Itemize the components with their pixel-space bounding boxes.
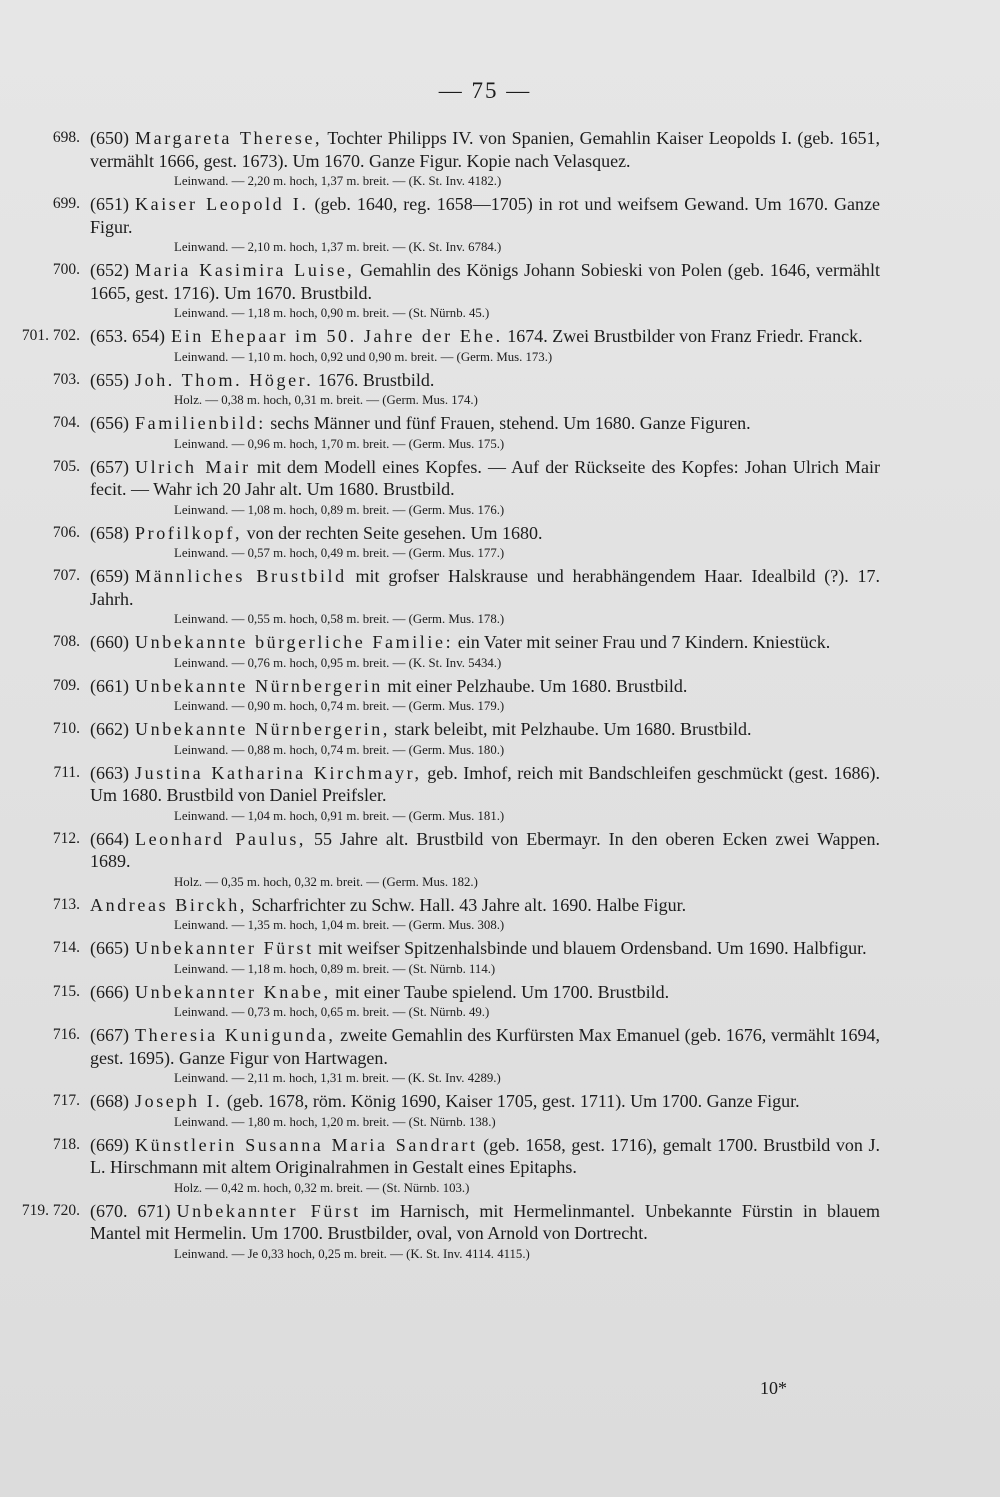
entry-reference: (664) (90, 828, 129, 849)
entry-number: 698. (52, 129, 80, 146)
entry-medium-dimensions: Leinwand. — 0,96 m. hoch, 1,70 m. breit. — (Germ. Mus. 175.) (174, 436, 505, 451)
catalogue-entry (0, 828, 880, 891)
entry-text (90, 325, 880, 348)
entry-description: Gemahlin des Königs Johann Sobieski von Polen (geb. 1646, vermählt 1665, gest. 1716). Um 1670. Brustbild. (90, 260, 880, 303)
entry-title: Theresia Kunigunda, (135, 1025, 336, 1045)
entry-medium-dimensions: Leinwand. — 1,08 m. hoch, 0,89 m. breit. — (Germ. Mus. 176.) (174, 502, 505, 517)
entry-medium-dimensions: Leinwand. — 0,76 m. hoch, 0,95 m. breit. — (K. St. Inv. 5434.) (174, 655, 502, 670)
entry-title: Andreas Birckh, (90, 894, 247, 915)
catalogue-entry (0, 193, 880, 256)
entry-number: 715. (52, 982, 80, 1000)
entry-description: Tochter Philipps IV. von Spanien, Gemahlin Kaiser Leopolds I. (geb. 1651, vermählt 1666, gest. 1673). Um 1670. Ganze Figur. Kopie nach Velasquez. (90, 128, 880, 171)
entry-title: Joseph I. (135, 1091, 223, 1111)
catalogue-entry (0, 1090, 880, 1131)
entry-text (90, 718, 880, 741)
entry-reference: (656) (90, 413, 129, 433)
entry-title: Ein Ehepaar im 50. Jahre der Ehe. (171, 326, 503, 346)
entry-number: 710. (52, 720, 80, 737)
entry-text (90, 456, 880, 501)
entry-medium-dimensions: Leinwand. — 1,18 m. hoch, 0,90 m. breit. — (St. Nürnb. 45.) (174, 306, 490, 320)
entry-reference: (661) (90, 675, 129, 696)
catalogue-entry (0, 456, 880, 519)
entry-text (90, 522, 880, 545)
entry-title: Profilkopf, (135, 522, 243, 543)
catalogue-entry (0, 631, 880, 672)
catalogue-entry (0, 762, 880, 825)
entry-number: 703. (52, 370, 80, 388)
entry-number: 706. (52, 523, 80, 541)
entry-medium-dimensions: Leinwand. — 0,57 m. hoch, 0,49 m. breit. — (Germ. Mus. 177.) (174, 546, 505, 560)
entry-description: 1674. Zwei Brustbilder von Franz Friedr. Franck. (507, 326, 863, 346)
entry-text (90, 1090, 880, 1113)
catalogue-entry (0, 565, 880, 628)
catalogue-entry (0, 894, 880, 935)
entry-medium-dimensions: Leinwand. — 2,20 m. hoch, 1,37 m. breit. — (K. St. Inv. 4182.) (174, 174, 502, 188)
catalogue-entry (0, 981, 880, 1022)
entry-medium-dimensions: Leinwand. — 0,55 m. hoch, 0,58 m. breit. — (Germ. Mus. 178.) (174, 612, 505, 626)
entry-title: Leonhard Paulus, (135, 828, 307, 849)
catalogue-entry (0, 937, 880, 978)
entry-number: 711. (53, 763, 80, 781)
entry-title: Unbekannter Knabe, (135, 981, 331, 1002)
entry-title: Maria Kasimira Luise, (135, 260, 355, 280)
entry-title: Justina Katharina Kirchmayr, (135, 762, 422, 783)
entry-reference: (663) (90, 762, 129, 783)
entry-reference: (659) (90, 566, 129, 586)
entry-text (90, 1200, 880, 1245)
catalogue-entry (0, 522, 880, 563)
entry-text (90, 369, 880, 392)
entry-number: 701. 702. (21, 327, 80, 344)
catalogue-entry (0, 675, 880, 716)
entry-text (90, 981, 880, 1004)
entry-reference: (660) (90, 632, 129, 652)
entry-title: Unbekannte Nürnbergerin, (135, 719, 391, 739)
entry-reference: (653. 654) (90, 326, 165, 346)
entry-medium-dimensions: Holz. — 0,38 m. hoch, 0,31 m. breit. — (Germ. Mus. 174.) (174, 393, 478, 407)
entry-reference: (668) (90, 1091, 129, 1111)
entry-medium-dimensions: Leinwand. — 1,80 m. hoch, 1,20 m. breit. — (St. Nürnb. 138.) (174, 1114, 496, 1129)
entry-text (90, 828, 880, 873)
entry-description: zweite Gemahlin des Kurfürsten Max Emanuel (geb. 1676, vermählt 1694, gest. 1695). Ganze Figur von Hartwagen. (90, 1025, 880, 1068)
entry-medium-dimensions: Leinwand. — 1,18 m. hoch, 0,89 m. breit. — (St. Nürnb. 114.) (174, 961, 496, 976)
entry-description: mit weifser Spitzenhalsbinde und blauem Ordensband. Um 1690. Halbfigur. (318, 938, 867, 958)
entry-text (90, 1024, 880, 1069)
entry-medium-dimensions: Leinwand. — 0,73 m. hoch, 0,65 m. breit. — (St. Nürnb. 49.) (174, 1005, 490, 1019)
entry-description: 1676. Brustbild. (317, 369, 435, 390)
entry-title: Unbekannte Nürnbergerin (135, 675, 383, 696)
entry-reference: (662) (90, 719, 129, 739)
entry-reference: (669) (90, 1134, 129, 1155)
catalogue-entry (0, 369, 880, 410)
entry-description: (geb. 1678, röm. König 1690, Kaiser 1705, gest. 1711). Um 1700. Ganze Figur. (226, 1091, 800, 1111)
entry-text (90, 675, 880, 698)
catalogue-entry (0, 127, 880, 190)
entry-description: (geb. 1640, reg. 1658—1705) in rot und weifsem Gewand. Um 1670. Ganze Figur. (90, 194, 880, 237)
entry-title: Kaiser Leopold I. (135, 194, 309, 214)
entry-title: Unbekannte bürgerliche Familie: (135, 632, 454, 652)
entry-description: im Harnisch, mit Hermelinmantel. Unbekannte Fürstin in blauem Mantel mit Hermelin. Um 1700. Brustbilder, oval, von Arnold von Dortrecht. (90, 1200, 880, 1243)
entry-description: ein Vater mit seiner Frau und 7 Kindern. Kniestück. (457, 632, 831, 652)
entry-text (90, 412, 880, 435)
entry-title: Künstlerin Susanna Maria Sandrart (135, 1134, 478, 1155)
catalogue-entry (0, 1200, 880, 1263)
entry-title: Männliches Brustbild (135, 566, 347, 586)
entry-text (90, 1134, 880, 1179)
entry-medium-dimensions: Leinwand. — 1,10 m. hoch, 0,92 und 0,90 m. breit. — (Germ. Mus. 173.) (174, 349, 553, 364)
entry-number: 705. (52, 457, 80, 475)
entry-description: sechs Männer und fünf Frauen, stehend. Um 1680. Ganze Figuren. (270, 413, 751, 433)
entry-reference: (667) (90, 1025, 129, 1045)
entry-description: geb. Imhof, reich mit Bandschleifen geschmückt (gest. 1686). Um 1680. Brustbild von Daniel Preifsler. (90, 762, 880, 805)
entry-medium-dimensions: Leinwand. — Je 0,33 hoch, 0,25 m. breit. — (K. St. Inv. 4114. 4115.) (174, 1246, 530, 1261)
entry-description: mit dem Modell eines Kopfes. — Auf der Rückseite des Kopfes: Johan Ulrich Mair fecit. — Wahr ich 20 Jahr alt. Um 1680. Brustbild. (90, 456, 881, 499)
catalogue-entries (0, 127, 1000, 1266)
entry-medium-dimensions: Leinwand. — 2,11 m. hoch, 1,31 m. breit. — (K. St. Inv. 4289.) (174, 1071, 501, 1085)
entry-reference: (655) (90, 369, 129, 390)
entry-number: 719. 720. (21, 1201, 80, 1219)
entry-text (90, 259, 880, 304)
entry-title: Familienbild: (135, 413, 266, 433)
entry-text (90, 937, 880, 960)
entry-reference: (652) (90, 260, 129, 280)
entry-medium-dimensions: Leinwand. — 1,04 m. hoch, 0,91 m. breit. — (Germ. Mus. 181.) (174, 808, 505, 823)
entry-text (90, 894, 880, 917)
entry-description: von der rechten Seite gesehen. Um 1680. (246, 522, 543, 543)
entry-number: 709. (52, 676, 80, 694)
entry-number: 708. (52, 633, 80, 650)
catalogue-entry (0, 1024, 880, 1087)
catalogue-entry (0, 718, 880, 759)
entry-medium-dimensions: Holz. — 0,35 m. hoch, 0,32 m. breit. — (Germ. Mus. 182.) (174, 874, 478, 889)
entry-description: 55 Jahre alt. Brustbild von Ebermayr. In den oberen Ecken zwei Wappen. 1689. (90, 828, 880, 871)
entry-reference: (670. 671) (90, 1200, 171, 1221)
entry-reference: (666) (90, 981, 129, 1002)
entry-number: 717. (52, 1092, 80, 1109)
entry-number: 707. (52, 567, 80, 584)
entry-text (90, 565, 880, 610)
entry-title: Joh. Thom. Höger. (135, 369, 314, 390)
entry-text (90, 631, 880, 654)
catalogue-entry (0, 1134, 880, 1197)
catalogue-entry (0, 325, 880, 366)
entry-description: (geb. 1658, gest. 1716), gemalt 1700. Brustbild von J. L. Hirschmann mit altem Originalrahmen in Gestalt eines Epitaphs. (90, 1134, 880, 1177)
entry-medium-dimensions: Leinwand. — 2,10 m. hoch, 1,37 m. breit. — (K. St. Inv. 6784.) (174, 240, 502, 254)
entry-reference: (651) (90, 194, 129, 214)
entry-title: Margareta Therese, (135, 128, 323, 148)
entry-title: Unbekannter Fürst (135, 938, 314, 958)
entry-text (90, 193, 880, 238)
entry-number: 714. (52, 939, 80, 956)
entry-text (90, 127, 880, 172)
entry-medium-dimensions: Leinwand. — 0,90 m. hoch, 0,74 m. breit. — (Germ. Mus. 179.) (174, 699, 505, 713)
signature-mark: 10* (760, 1378, 787, 1398)
entry-reference: (657) (90, 456, 129, 477)
entry-description: stark beleibt, mit Pelzhaube. Um 1680. Brustbild. (394, 719, 752, 739)
catalogue-entry (0, 259, 880, 322)
entry-medium-dimensions: Holz. — 0,42 m. hoch, 0,32 m. breit. — (St. Nürnb. 103.) (174, 1180, 470, 1195)
entry-number: 716. (52, 1026, 80, 1043)
entry-description: mit grofser Halskrause und herabhängendem Haar. Idealbild (?). 17. Jahrh. (90, 566, 881, 609)
entry-reference: (650) (90, 128, 129, 148)
entry-number: 699. (52, 195, 80, 212)
entry-number: 718. (52, 1135, 80, 1153)
entry-number: 700. (52, 261, 80, 278)
entry-reference: (658) (90, 522, 129, 543)
entry-number: 712. (52, 829, 80, 847)
entry-description: Scharfrichter zu Schw. Hall. 43 Jahre alt. 1690. Halbe Figur. (251, 894, 687, 915)
entry-medium-dimensions: Leinwand. — 1,35 m. hoch, 1,04 m. breit. — (Germ. Mus. 308.) (174, 918, 505, 932)
entry-number: 713. (52, 895, 80, 913)
entry-text (90, 762, 880, 807)
entry-title: Ulrich Mair (135, 456, 251, 477)
entry-number: 704. (52, 414, 80, 431)
entry-description: mit einer Pelzhaube. Um 1680. Brustbild. (387, 675, 688, 696)
catalogue-entry (0, 412, 880, 453)
page-number: — 75 — (438, 78, 532, 103)
entry-reference: (665) (90, 938, 129, 958)
entry-description: mit einer Taube spielend. Um 1700. Brustbild. (335, 981, 670, 1002)
entry-medium-dimensions: Leinwand. — 0,88 m. hoch, 0,74 m. breit. — (Germ. Mus. 180.) (174, 742, 505, 757)
entry-title: Unbekannter Fürst (176, 1200, 361, 1221)
